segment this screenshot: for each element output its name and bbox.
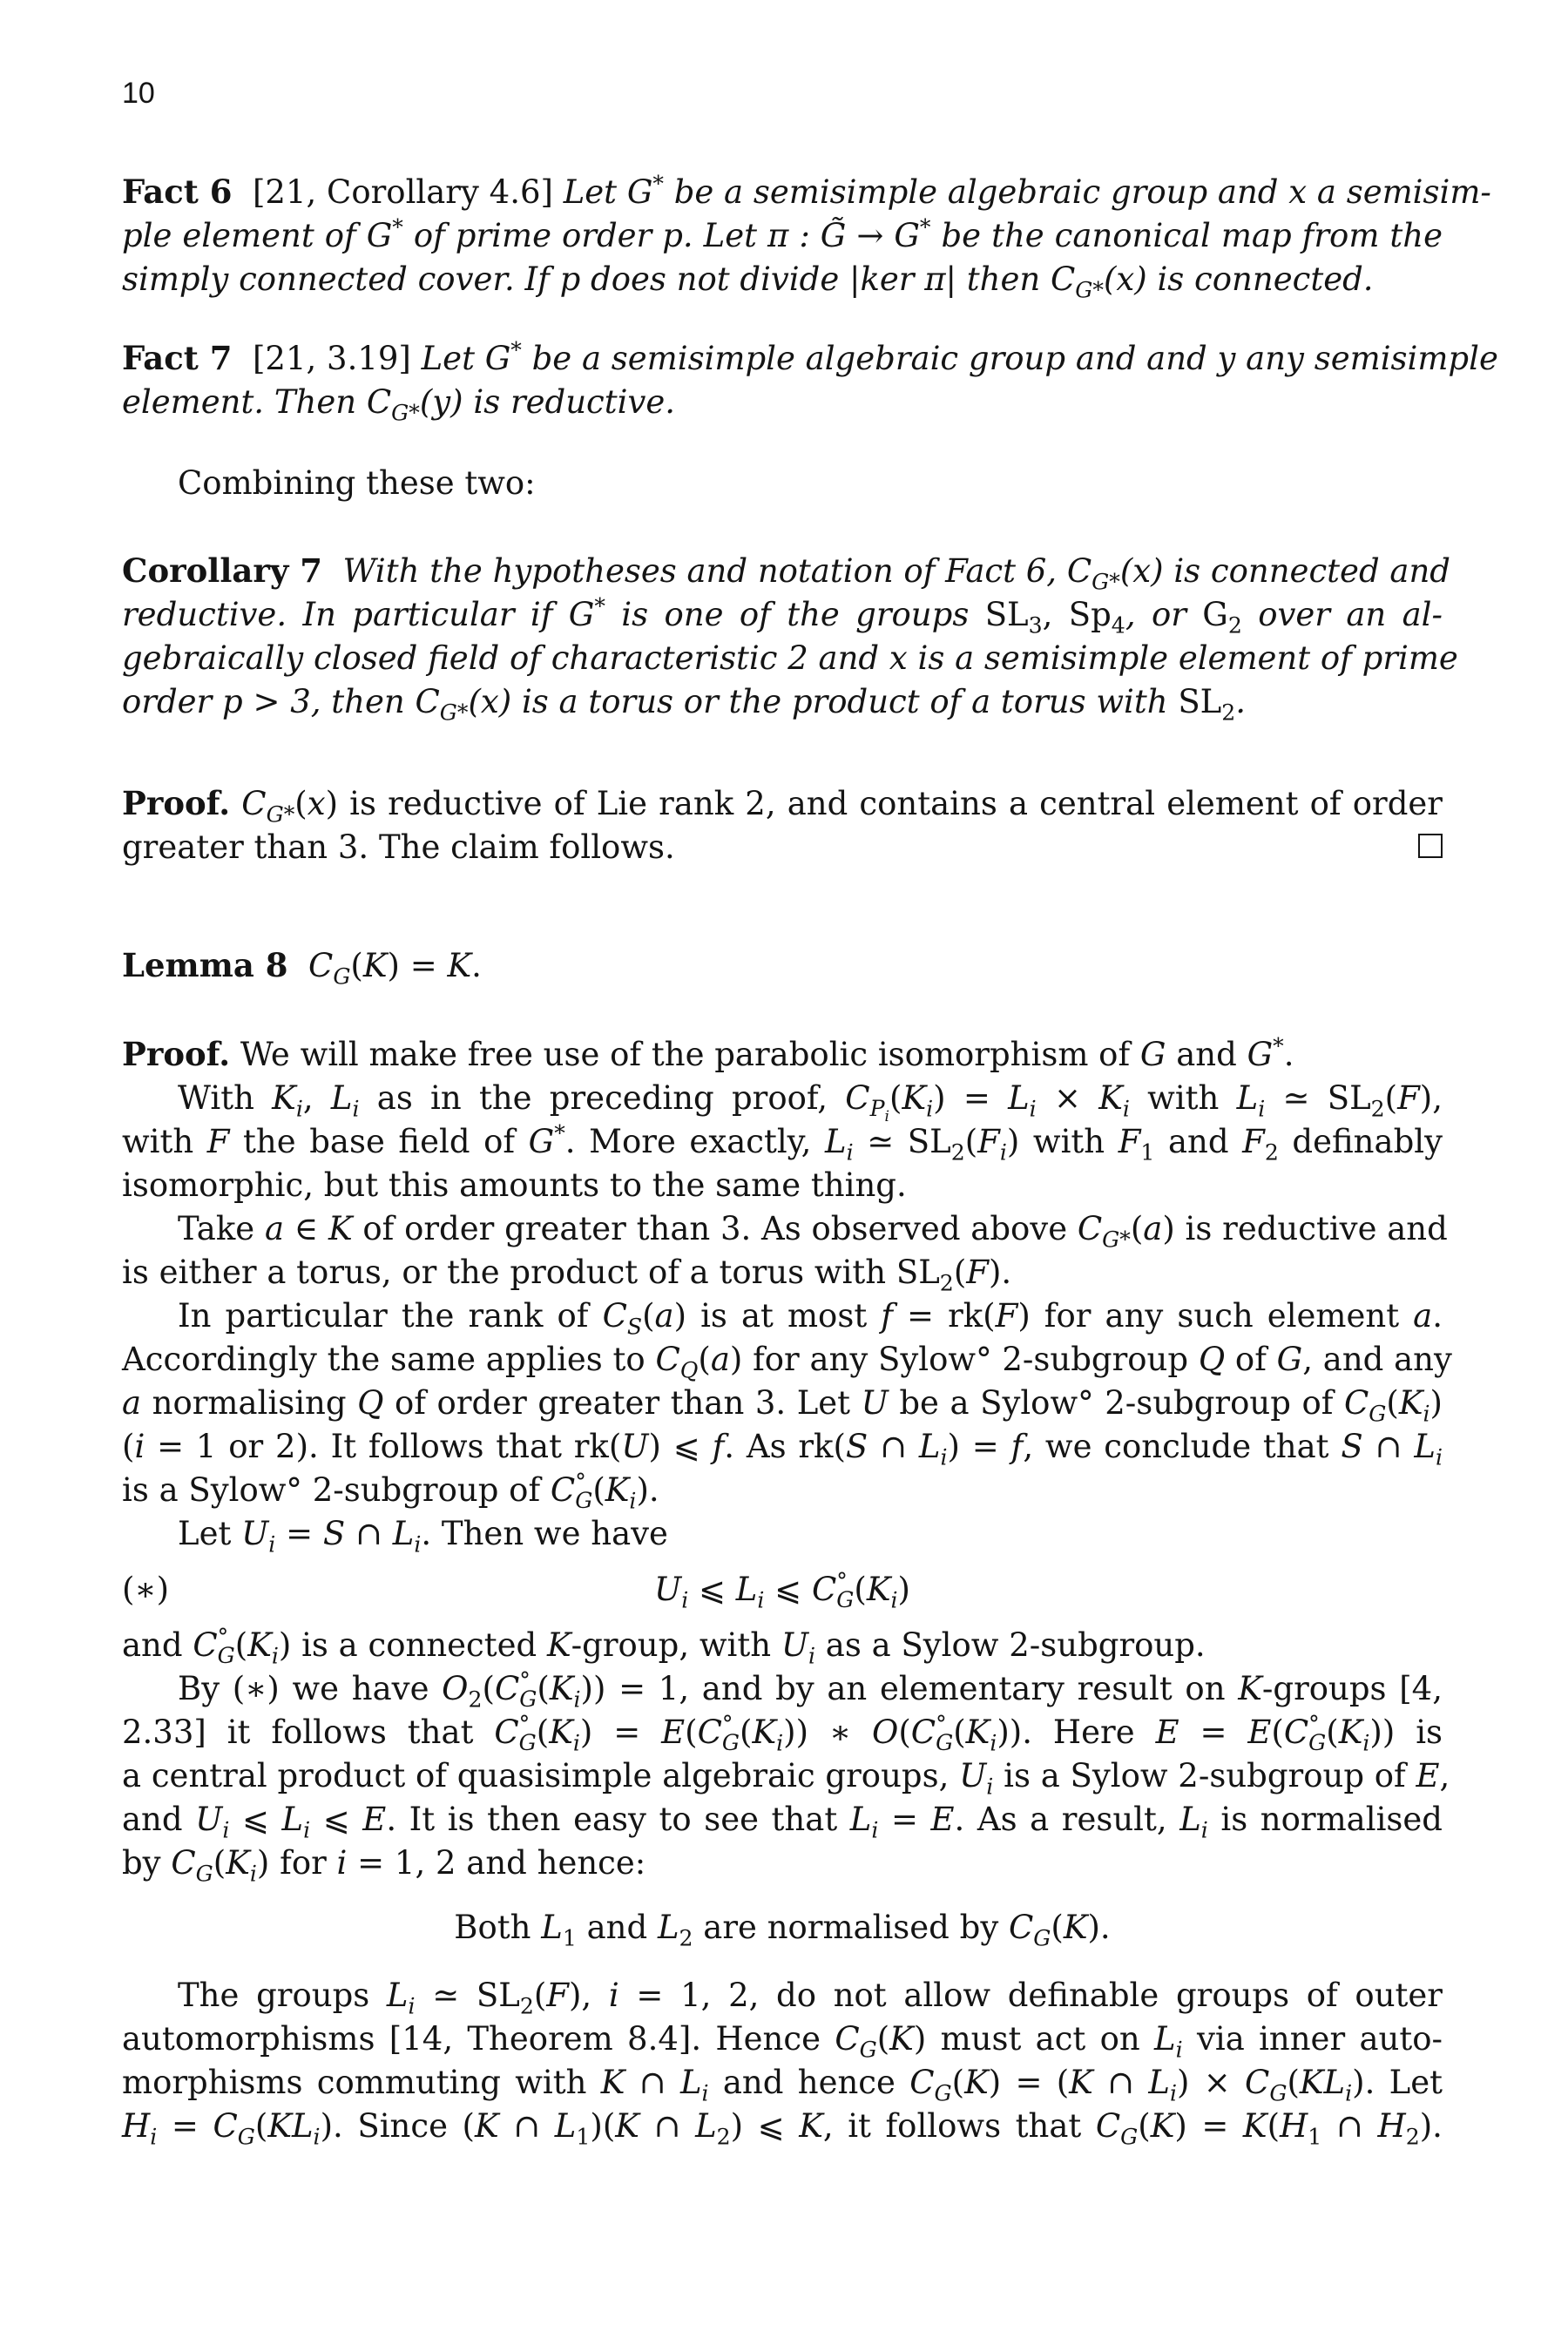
paper-page xyxy=(122,0,1498,2352)
lemma-8: Lemma 8 $C_G(K) = K$. xyxy=(122,946,482,990)
displayed-claim: Both $L_1$ and $L_2$ are normalised by $C_G(K)$. xyxy=(454,1909,1111,1951)
proof-heading: Proof. xyxy=(122,784,231,822)
fact-7: Fact 7 [21, 3.19] Let G* be a semisimple algebraic group and and y any semisimple element. Then $C_{G*}(y)$ is reductive. xyxy=(122,337,1498,426)
qed-symbol xyxy=(1418,834,1443,858)
combining-line: Combining these two: xyxy=(178,464,536,502)
corollary-7-heading: Corollary 7 xyxy=(122,551,323,590)
proof-lemma-8: Proof. We will make free use of the parabolic isomorphism of G and G*. With $K_i$, $L_i$ as in the preceding proof, $C_{P_i}(K_i) = L_i \times K_i$ with $L_i$ ≃ $SL_2(F)$, with F the base field of G*. More exactly, $L_i$ ≃ $SL_2(F_i)$ with $F_1$ and $F_2$ definably isomorphic, but this amounts to the same thing. Take a ∈ K of order greater than 3. As observed above $C_{G*}(a)$ is reductive and is either a torus, or the product of a torus with $SL_2(F)$. In particular the rank of $C_S(a)$ is at most f = rk(F) for any such element a. Accordingly the same applies to $C_Q(a)$ for any Sylow° 2-subgroup Q of G, and any a normalising Q of order greater than 3. Let U be a Sylow° 2-subgroup of $C_G(K_i)$ (i = 1 or 2). It follows that rk(U) ⩽ f. As rk(S ∩ $L_i) = f$, we conclude that S ∩ $L_i$ is a Sylow° 2-subgroup of $C^\circ_G(K_i)$. Let $U_i = S$ ∩ $L_i$. Then we have (∗) $U_i$ ⩽ $L_i$ ⩽ $C^\circ_G(K_i)$ and $C^\circ_G(K_i)$ is a connected K-group, with $U_i$ as a Sylow 2-subgroup. By (∗) we have $O_2(C^\circ_G(K_i)) = 1$, and by an elementary result on K-groups [4, 2.33] it follows that $C^\circ_G(K_i) = E(C^\circ_G(K_i))$ ∗ $O(C^\circ_G(K_i))$. Here $E = E(C^\circ_G(K_i))$ is a central product of quasisimple algebraic groups, $U_i$ is a Sylow 2-subgroup of E, and $U_i$ ⩽ $L_i$ ⩽ E. It is then easy to see that $L_i = E$. As a result, $L_i$ is normalised by $C_G(K_i)$ for i = 1, 2 and hence: Both $L_1$ and $L_2$ are normalised by $C_G(K)$. The groups $L_i$ ≃ $SL_2(F)$, i = 1, 2, do not allow definable groups of outer automorphisms [14, Theorem 8.4]. Hence $C_G(K)$ must act on $L_i$ via inner auto- morphisms commuting with K ∩ $L_i$ and hence $C_G(K) = (K$ ∩ $L_i) \times C_G(KL_i)$. Let $H_i = C_G(KL_i)$. Since (K ∩ $L_1)(K$ ∩ $L_2$) ⩽ K, it follows that $C_G(K) = K(H_1$ ∩ $H_2$). xyxy=(122,1033,1452,2150)
equation-star: (∗) $U_i$ ⩽ $L_i$ ⩽ $C^\circ_G(K_i)$ xyxy=(122,1568,910,1613)
lemma-8-heading: Lemma 8 xyxy=(122,946,288,984)
fact-6: Fact 6 [21, Corollary 4.6] Let G* be a semisimple algebraic group and x a semisim- ple element of G* of prime order p. Let π : G̃ → G* be the canonical map from the simply connected cover. If p does not divide |ker π| then $C_{G*}(x)$ is connected. xyxy=(122,171,1491,303)
fact-6-heading: Fact 6 xyxy=(122,172,233,211)
corollary-7: Corollary 7 With the hypotheses and notation of Fact 6, $C_{G*}(x)$ is connected and reductive. In particular if G* is one of the groups $SL_3$, $Sp_4$, or $G_2$ over an al- gebraically closed field of characteristic 2 and x is a semisimple element of prime order p > 3, then $C_{G*}(x)$ is a torus or the product of a torus with $SL_2$. xyxy=(122,551,1458,726)
page-number: 10 xyxy=(122,77,155,110)
fact-7-heading: Fact 7 xyxy=(122,339,233,377)
proof-heading: Proof. xyxy=(122,1035,231,1073)
proof-corollary-7: Proof. $C_{G*}(x)$ is reductive of Lie rank 2, and contains a central element of order greater than 3. The claim follows. xyxy=(122,784,1443,866)
